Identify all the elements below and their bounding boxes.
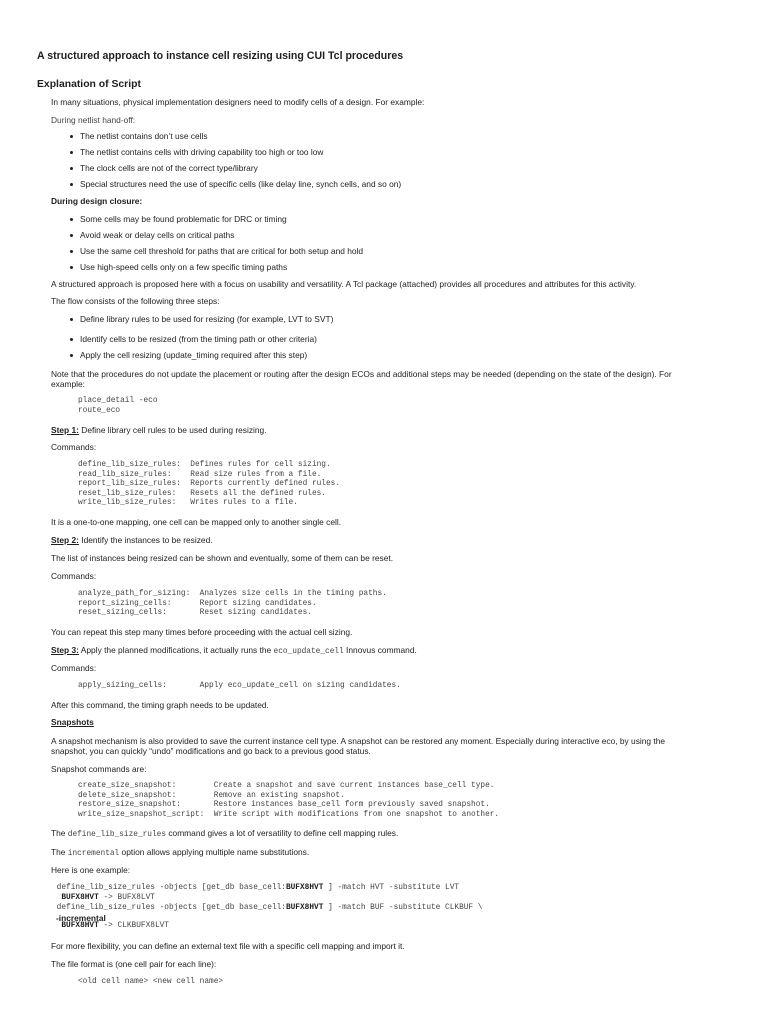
list-item: Use the same cell threshold for paths that are critical for both setup and hold	[80, 246, 364, 256]
snapshot-commands-label: Snapshot commands are:	[51, 764, 147, 774]
list-item: Identify cells to be resized (from the timing path or other criteria)	[80, 334, 317, 344]
intro-paragraph: In many situations, physical implementation designers need to modify cells of a design. For example:	[51, 97, 425, 107]
bullet-dot	[70, 234, 73, 237]
code-bold-run: BUFX8HVT	[285, 884, 324, 892]
list-item: The netlist contains don’t use cells	[80, 131, 208, 141]
mapping-paragraph: It is a one-to-one mapping, one cell can be mapped only to another single cell.	[51, 517, 342, 527]
snapshot-paragraph-line: snapshot, you can quickly “undo” modifications and go back to a previous good status.	[51, 746, 371, 756]
code-line: apply_sizing_cells: Apply eco_update_cell on sizing candidates.	[78, 682, 401, 690]
bullet-dot	[70, 250, 73, 253]
list-item: The netlist contains cells with driving capability too high or too low	[80, 147, 324, 157]
code-run: define_lib_size_rules -objects [get_db base_cell:	[52, 904, 286, 912]
example-code-line	[52, 922, 169, 932]
repeat-paragraph: You can repeat this step many times before proceeding with the actual cell sizing.	[51, 627, 353, 637]
bullet-dot	[70, 338, 73, 341]
list-item: Some cells may be found problematic for DRC or timing	[80, 214, 287, 224]
code-line: analyze_path_for_sizing: Analyzes size cells in the timing paths.	[78, 590, 387, 598]
code-run: -> BUFX8LVT	[98, 894, 155, 902]
code-run: define_lib_size_rules -objects [get_db base_cell:	[52, 884, 286, 892]
code-line: report_lib_size_rules: Reports currently defined rules.	[78, 480, 341, 488]
step1-label: Step 1:	[51, 425, 79, 435]
bullet-dot	[70, 266, 73, 269]
text-run: The	[51, 847, 68, 857]
bullet-dot	[70, 218, 73, 221]
bullet-dot	[70, 183, 73, 186]
text-run: The	[51, 828, 68, 838]
list-item: Use high-speed cells only on a few specific timing paths	[80, 262, 288, 272]
flexibility-paragraph: For more flexibility, you can define an external text file with a specific cell mapping and import it.	[51, 941, 405, 951]
list-item: Define library rules to be used for resizing (for example, LVT to SVT)	[80, 314, 334, 324]
snapshots-heading: Snapshots	[51, 717, 94, 727]
inline-code: define_lib_size_rules	[67, 831, 167, 839]
inline-code: incremental	[67, 850, 120, 858]
bullet-dot	[70, 135, 73, 138]
example-code-line	[52, 894, 155, 904]
example-code-line	[52, 884, 459, 894]
inline-code: eco_update_cell	[273, 648, 344, 656]
list-item: Special structures need the use of specific cells (like delay line, synch cells, and so on)	[80, 179, 402, 189]
code-line: route_eco	[78, 407, 121, 415]
bullet-dot	[70, 167, 73, 170]
bullet-dot	[70, 318, 73, 321]
code-bold-run: BUFX8HVT	[52, 894, 99, 902]
code-line: define_lib_size_rules: Defines rules for cell sizing.	[78, 461, 331, 469]
code-run: -> CLKBUFX8LVT	[98, 922, 169, 930]
text-run: command gives a lot of versatility to define cell mapping rules.	[166, 828, 399, 838]
code-line: reset_sizing_cells: Reset sizing candidates.	[78, 609, 312, 617]
code-line: read_lib_size_rules: Read size rules from a file.	[78, 470, 322, 479]
code-line: <old cell name> <new cell name>	[78, 978, 224, 986]
step2-label: Step 2:	[51, 535, 79, 545]
page-title: A structured approach to instance cell resizing using CUI Tcl procedures	[37, 50, 404, 62]
step3-text: Apply the planned modifications, it actually runs the	[78, 645, 274, 655]
code-line: write_lib_size_rules: Writes rules to a file.	[78, 499, 298, 507]
step2-text: Identify the instances to be resized.	[78, 535, 213, 545]
text-run: option allows applying multiple name substitutions.	[119, 847, 310, 857]
code-line: write_size_snapshot_script: Write script with modifications from one snapshot to another.	[78, 810, 500, 819]
commands-label: Commands:	[51, 442, 97, 452]
example-code-line	[52, 904, 482, 914]
code-run: ] -match HVT -substitute LVT	[323, 884, 460, 892]
step2-description: The list of instances being resized can be shown and eventually, some of them can be reset.	[51, 553, 394, 563]
commands-label: Commands:	[51, 663, 97, 673]
define-paragraph	[51, 828, 398, 840]
code-line: delete_size_snapshot: Remove an existing snapshot.	[78, 791, 345, 800]
example-option: -incremental	[56, 913, 106, 923]
step3-paragraph	[51, 645, 417, 657]
flow-paragraph: The flow consists of the following three steps:	[51, 296, 220, 306]
code-run: ] -match BUF -substitute CLKBUF \	[323, 904, 483, 912]
code-line: restore_size_snapshot: Restore instances base_cell form previously saved snapshot.	[78, 801, 490, 809]
code-line: create_size_snapshot: Create a snapshot and save current instances base_cell type.	[78, 782, 495, 790]
snapshot-paragraph-line: A snapshot mechanism is also provided to save the current instance cell type. A snapshot can be restored any moment. Especially during interactive eco, by using the	[51, 736, 666, 746]
code-line: report_sizing_cells: Report sizing candidates.	[78, 599, 317, 608]
code-line: place_detail -eco	[78, 397, 158, 405]
list-item: Apply the cell resizing (update_timing required after this step)	[80, 350, 308, 360]
list-item: The clock cells are not of the correct type/library	[80, 163, 258, 173]
note-paragraph-line: Note that the procedures do not update the placement or routing after the design ECOs and additional steps may be needed (depending on the state of the design). For	[51, 369, 672, 379]
approach-paragraph: A structured approach is proposed here with a focus on usability and versatility. A Tcl package (attached) provides all procedures and attributes for this activity.	[51, 279, 637, 289]
bullet-dot	[70, 151, 73, 154]
code-bold-run: BUFX8HVT	[285, 904, 324, 912]
format-paragraph: The file format is (one cell pair for each line):	[51, 959, 217, 969]
note-paragraph-line: example:	[51, 379, 85, 389]
after-paragraph: After this command, the timing graph needs to be updated.	[51, 700, 269, 710]
incremental-paragraph	[51, 847, 309, 859]
section-heading: Explanation of Script	[37, 79, 141, 90]
code-line: reset_lib_size_rules: Resets all the defined rules.	[78, 489, 326, 498]
code-bold-run: BUFX8HVT	[52, 922, 99, 930]
step2-paragraph	[51, 535, 213, 545]
step3-label: Step 3:	[51, 645, 79, 655]
step1-text: Define library cell rules to be used during resizing.	[78, 425, 267, 435]
commands-label: Commands:	[51, 571, 97, 581]
example-label: Here is one example:	[51, 865, 131, 875]
closure-label: During design closure:	[51, 196, 143, 206]
handoff-label: During netlist hand-off:	[51, 115, 136, 125]
step3-text: Innovus command.	[343, 645, 417, 655]
step1-paragraph	[51, 425, 267, 435]
bullet-dot	[70, 354, 73, 357]
list-item: Avoid weak or delay cells on critical paths	[80, 230, 235, 240]
